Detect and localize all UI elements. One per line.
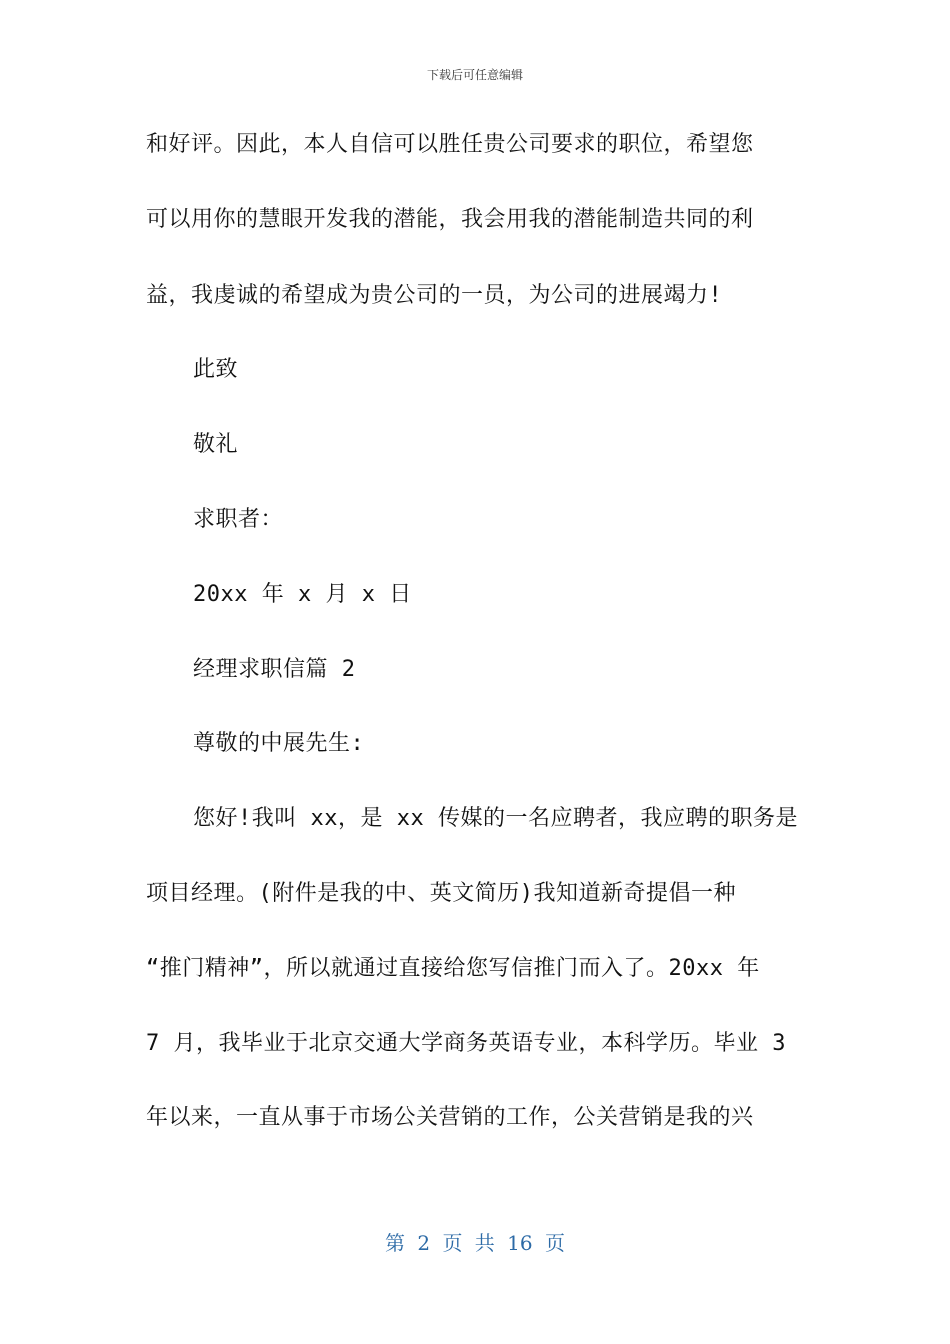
page-header: 下载后可任意编辑 (426, 68, 523, 82)
page-number: 第 2 页 共 16 页 (385, 1231, 565, 1255)
closing-line: 此致 (193, 357, 239, 382)
salutation-line: 敬礼 (193, 432, 239, 457)
paragraph-line: 年以来，一直从事于市场公关营销的工作，公关营销是我的兴 (146, 1105, 754, 1130)
section-title: 经理求职信篇 2 (193, 657, 356, 682)
paragraph-line: 和好评。因此，本人自信可以胜任贵公司要求的职位，希望您 (146, 132, 754, 157)
signature-line: 求职者： (193, 507, 284, 532)
date-line: 20xx 年 x 月 x 日 (193, 582, 412, 607)
paragraph-line: “推门精神”，所以就通过直接给您写信推门而入了。20xx 年 (146, 956, 760, 981)
paragraph-line: 益，我虔诚的希望成为贵公司的一员，为公司的进展竭力! (146, 283, 723, 308)
paragraph-line: 项目经理。(附件是我的中、英文简历)我知道新奇提倡一种 (146, 881, 736, 906)
paragraph-line: 7 月，我毕业于北京交通大学商务英语专业，本科学历。毕业 3 (146, 1031, 786, 1056)
paragraph-line: 可以用你的慧眼开发我的潜能，我会用我的潜能制造共同的利 (146, 207, 754, 232)
greeting-line: 尊敬的中展先生: (193, 731, 365, 756)
paragraph-line: 您好!我叫 xx，是 xx 传媒的一名应聘者，我应聘的职务是 (193, 806, 798, 831)
